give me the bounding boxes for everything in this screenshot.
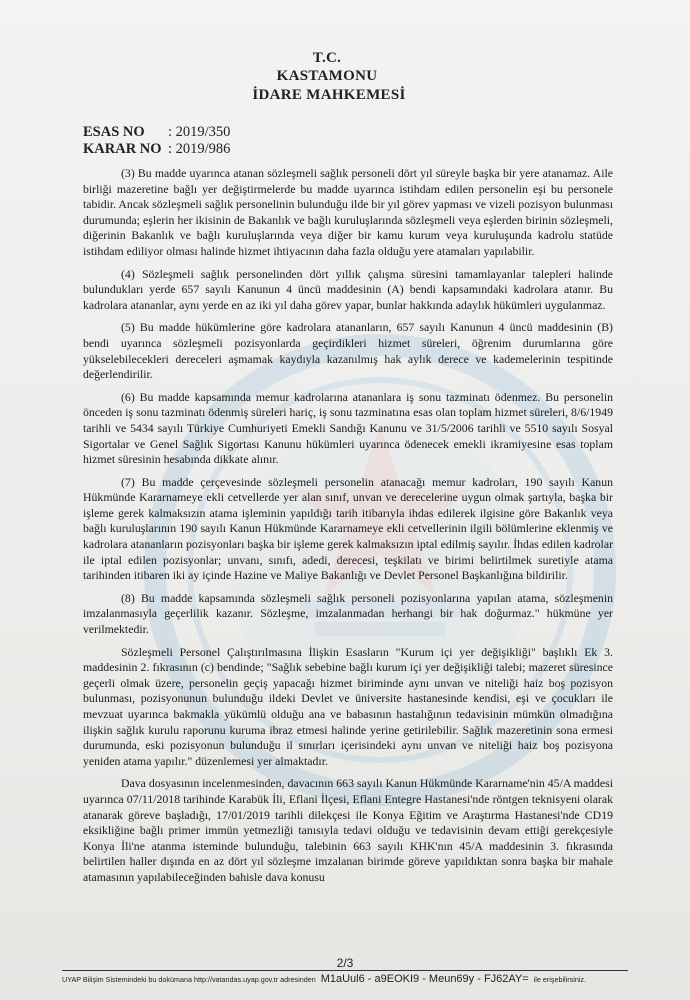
- paragraph: (6) Bu madde kapsamında memur kadrolarına atananlara iş sonu tazminatı ödenmez. Bu personelin önceden iş sonu tazminatı ödenmiş süreleri hariç, iş sonu tazminatına esas olan toplam hizmet süreleri, 8/6/1949 tarihli ve 5434 sayılı Türkiye Cumhuriyeti Emekli Sandığı Kanunu ve 31/5/2006 tarihli ve 5510 sayılı Sosyal Sigortalar ve Genel Sağlık Sigortası Kanunu hükümleri uyarınca ödenecek emekli ikramiyesine esas toplam hizmet süresinin hesabında dikkate alınır.: [83, 389, 613, 467]
- karar-no-label: KARAR NO: [83, 141, 162, 157]
- footer-note-end: ile erişebilirsiniz.: [533, 975, 587, 984]
- footer-note: [62, 973, 632, 985]
- paragraph: Dava dosyasının incelenmesinden, davacının 663 sayılı Kanun Hükmünde Kararname'nin 45/A maddesi uyarınca 07/11/2018 tarihinde Karabük İli, Eflani İlçesi, Eflani Entegre Hastanesi'nde röntgen teknisyeni olarak atanarak göreve başladığı, 17/01/2019 tarihli dilekçesi ile Konya Eğitim ve Araştırma Hastanesi'nde CD19 eksikliğine bağlı primer immün yetmezliği tanısıyla tedavi olduğu ve tedavisinin devam ettiği gerekçesiyle Konya İli'ne atanma isteminde bulunduğu, talebinin 663 sayılı KHK'nın 45/A maddesinin 3. fıkrasında belirtilen haller dışında en az dört yıl sözleşme imzalanan birimde göreve yapıldıktan sonra başka bir mahale atamasının yapılabileceğinden bahisle dava konusu: [83, 776, 613, 884]
- paragraph: (8) Bu madde kapsamında sözleşmeli sağlık personeli pozisyonlarına yapılan atama, sözleşmenin imzalanmasıyla geçerlilik kazanır. Sözleşme, imzalanmadan herhangi bir hak doğurmaz." hükmüne yer verilmektedir.: [83, 590, 613, 637]
- paragraph: (5) Bu madde hükümlerine göre kadrolara atananların, 657 sayılı Kanunun 4 üncü maddesinin (B) bendi uyarınca sözleşmeli pozisyonlarda geçirdikleri hizmet süreleri, öğrenim durumlarına göre yükselebilecekleri dereceleri aşmamak kaydıyla kazanılmış hak aylık derece ve kademelerinin tespitinde değerlendirilir.: [83, 320, 613, 382]
- header-city: KASTAMONU: [276, 68, 378, 84]
- header-court: İDARE MAHKEMESİ: [252, 87, 406, 103]
- esas-no-label: ESAS NO: [83, 124, 145, 140]
- footer-divider: [62, 970, 628, 971]
- karar-no-row: [83, 141, 230, 158]
- footer-note-start: UYAP Bilişim Sistemindeki bu dokümana http://vatandas.uyap.gov.tr adresinden: [62, 975, 316, 984]
- verification-code: M1aUul6 - a9EOKI9 - Meun69y - FJ62AY=: [320, 973, 529, 985]
- page-number: 2/3: [336, 956, 354, 970]
- paragraph: (4) Sözleşmeli sağlık personelinden dört yıllık çalışma süresini tamamlayanlar talepleri halinde bulundukları yerde 657 sayılı Kanunun 4 üncü maddesinin (A) bendi kapsamındaki kadrolara atanır. Bu kadrolara atananlar, aynı yerde en az iki yıl daha görev yapar, bunlar hakkında adaylık hükümleri uygulanmaz.: [83, 266, 613, 312]
- paragraph: (7) Bu madde çerçevesinde sözleşmeli personelin atanacağı memur kadroları, 190 sayılı Kanun Hükmünde Kararnameye ekli cetvellerde yer alan sınıf, unvan ve derecelerine uygun olmak şartıyla, başka bir işleme gerek kalmaksızın atama işleminin yapıldığı tarih itibarıyla ihdas edilerek ilgisine göre Bakanlık veya bağlı kuruluşlarının 190 sayılı Kanun Hükmünde Kararnameye ekli cetvellerinin ilgili bölümlerine eklenmiş ve kadrolara atananların pozisyonları başka bir işleme gerek kalmaksızın iptal edilmiş sayılır. İhdas edilen kadrolar ile iptal edilen pozisyonlar; unvanı, sınıfı, adedi, derecesi, teşkilatı ve birimi belirtilmek suretiyle atama tarihinden itibaren iki ay içinde Hazine ve Maliye Bakanlığı ve Devlet Personel Başkanlığına bildirilir.: [83, 474, 613, 583]
- document-body: [83, 166, 613, 886]
- karar-no-value: : 2019/986: [168, 141, 231, 157]
- paragraph: Sözleşmeli Personel Çalıştırılmasına İlişkin Esasların "Kurum içi yer değişikliği" başlıklı Ek 3. maddesinin 2. fıkrasının (c) bendinde; "Sağlık sebebine bağlı kurum içi yer değişikliği talebi; mazeret süresince geçerli olmak üzere, personelin geçiş yapacağı hizmet biriminde aynı unvan ve niteliği haiz boş pozisyon bulunması, pozisyonunun bulunduğu ildeki Devlet ve üniversite hastanesinde kendisi, eşi ve çocukları ile mevzuat uyarınca bakmakla yükümlü olduğu ana ve babasının hastalığının tedavisinin mümkün olmadığına ilişkin sağlık kurulu raporunu kuruma ibraz etmesi halinde yerine getirilebilir. Sağlık mazeretinin sona ermesi durumunda, eski pozisyonun bulunduğu il sınırları içerisindeki aynı unvan ve niteliği haiz boş pozisyona yeniden atama yapılır." düzenlemesi yer almaktadır.: [83, 644, 613, 768]
- header-country: T.C.: [312, 50, 342, 66]
- esas-no-value: : 2019/350: [168, 124, 231, 140]
- esas-no-row: [83, 124, 230, 141]
- paragraph: (3) Bu madde uyarınca atanan sözleşmeli sağlık personeli dört yıl süreyle başka bir yere atanamaz. Aile birliği mazeretine bağlı yer değiştirmelerde bu madde uyarınca istihdam edilen personelin eşi bu personele tabidir. Ancak sözleşmeli sağlık personelinin bulunduğu ilde bir yıl görev yapması ve vizeli pozisyon bulunması durumunda; eşlerin her ikisinin de Bakanlık ve bağlı kuruluşlarında sözleşmeli veya eşlerden birinin sözleşmeli, diğerinin Bakanlık ve bağlı kuruluşlarında veya diğer bir kamu kurum veya kuruluşunda kadrolu statüde istihdam ediliyor olması halinde hizmet ihtiyacının daha fazla olduğu yere atamaları yapılabilir.: [83, 166, 613, 258]
